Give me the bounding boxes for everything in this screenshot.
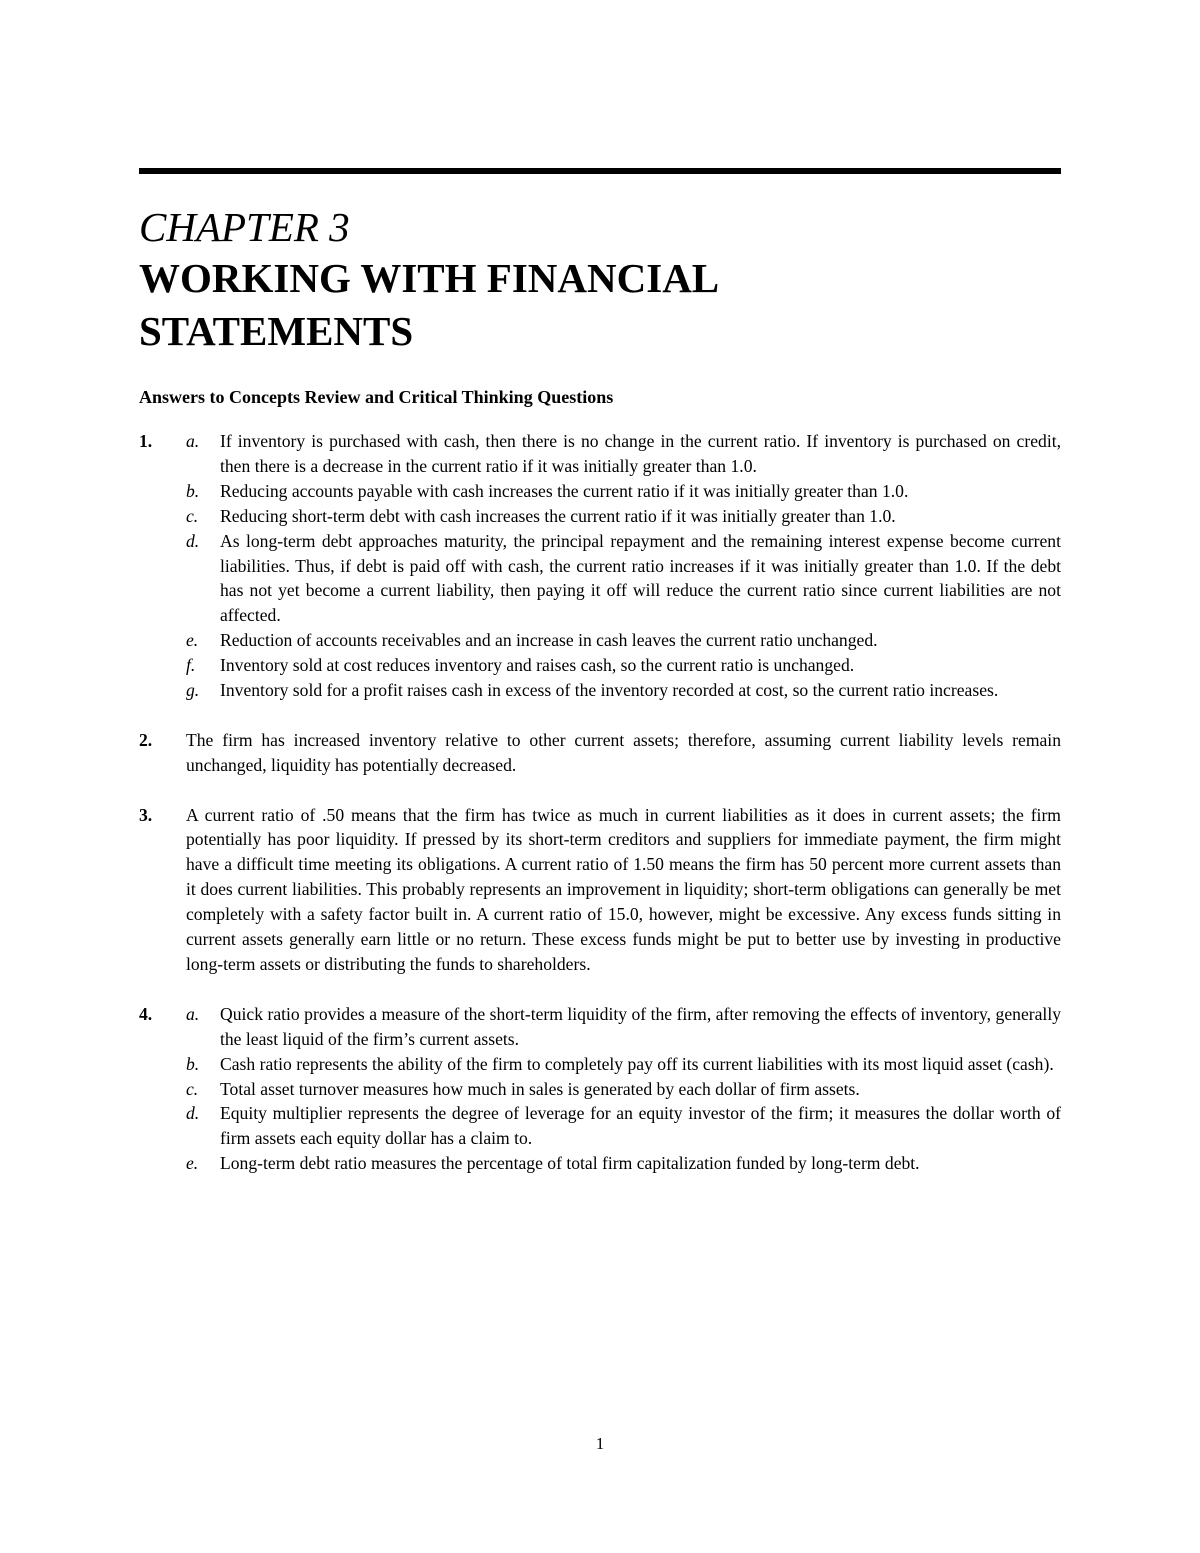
question-1 bbox=[139, 429, 1061, 703]
chapter-title-line-2: STATEMENTS bbox=[139, 308, 414, 354]
question-text: A current ratio of .50 means that the firm has twice as much in current liabilities as it does in current assets; the firm potentially has poor liquidity. If pressed by its short-term creditors and suppliers for immediate payment, the firm might have a difficult time meeting its obligations. A current ratio of 1.50 means the firm has 50 percent more current assets than it does current liabilities. This probably represents an improvement in liquidity; short-term obligations can generally be met completely with a safety factor built in. A current ratio of 15.0, however, might be excessive. Any excess funds sitting in current assets generally earn little or no return. These excess funds might be put to better use by investing in productive long-term assets or distributing the funds to shareholders. bbox=[186, 804, 1061, 974]
sub-item bbox=[186, 1052, 1061, 1077]
chapter-title-line-1: WORKING WITH FINANCIAL bbox=[139, 255, 720, 301]
sub-item-letter: d. bbox=[186, 1103, 200, 1124]
sub-item-text: As long-term debt approaches maturity, the principal repayment and the remaining interest expense become current liabilities. Thus, if debt is paid off with cash, the current ratio increases if it was initially greater than 1.0. If the debt has not yet become a current liability, then paying it off will reduce the current ratio since current liabilities are not affected. bbox=[220, 530, 1061, 626]
sub-item-text: Equity multiplier represents the degree of leverage for an equity investor of the firm; it measures the dollar worth of firm assets each equity dollar has a claim to. bbox=[220, 1103, 1061, 1149]
sub-item bbox=[186, 479, 1061, 504]
question-list bbox=[139, 429, 1061, 1176]
sub-item-text: Reduction of accounts receivables and an increase in cash leaves the current ratio unchanged. bbox=[220, 630, 878, 651]
question-2 bbox=[139, 728, 1061, 778]
sub-item bbox=[186, 504, 1061, 529]
question-text: The firm has increased inventory relative to other current assets; therefore, assuming current liability levels remain unchanged, liquidity has potentially decreased. bbox=[186, 729, 1061, 775]
section-heading: Answers to Concepts Review and Critical Thinking Questions bbox=[139, 387, 614, 407]
sub-item-text: Inventory sold at cost reduces inventory and raises cash, so the current ratio is unchanged. bbox=[220, 655, 855, 676]
sub-item-letter: a. bbox=[186, 431, 200, 451]
sub-item bbox=[186, 628, 1061, 653]
sub-item-letter: b. bbox=[186, 480, 200, 501]
question-number: 4. bbox=[139, 1003, 153, 1024]
sub-item bbox=[186, 1077, 1061, 1102]
sub-item-letter: c. bbox=[186, 505, 199, 526]
question-4 bbox=[139, 1002, 1061, 1176]
sub-item-letter: a. bbox=[186, 1003, 200, 1024]
sub-item bbox=[186, 1002, 1061, 1052]
question-body bbox=[186, 429, 1061, 703]
sub-item-text: Cash ratio represents the ability of the firm to completely pay off its current liabilities with its most liquid asset (cash). bbox=[220, 1053, 1054, 1074]
sub-item bbox=[186, 653, 1061, 678]
sub-item bbox=[186, 1151, 1061, 1176]
chapter-label: CHAPTER 3 bbox=[139, 204, 350, 250]
document-page bbox=[139, 168, 1061, 1201]
sub-item-text: Quick ratio provides a measure of the short-term liquidity of the firm, after removing the effects of inventory, generally the least liquid of the firm’s current assets. bbox=[220, 1003, 1061, 1049]
question-number: 2. bbox=[139, 729, 153, 750]
page-number: 1 bbox=[595, 1434, 605, 1453]
sub-item bbox=[186, 529, 1061, 629]
sub-item bbox=[186, 429, 1061, 479]
sub-item-text: Total asset turnover measures how much in sales is generated by each dollar of firm assets. bbox=[220, 1078, 860, 1099]
chapter-title bbox=[139, 252, 1061, 358]
sub-item bbox=[186, 678, 1061, 703]
sub-item-letter: b. bbox=[186, 1053, 200, 1074]
sub-item-letter: g. bbox=[186, 680, 200, 701]
sub-item bbox=[186, 1101, 1061, 1151]
sub-item-letter: d. bbox=[186, 530, 200, 551]
question-number: 1. bbox=[139, 431, 153, 451]
sub-item-letter: e. bbox=[186, 1153, 199, 1174]
sub-item-letter: c. bbox=[186, 1078, 199, 1099]
sub-item-letter: e. bbox=[186, 630, 199, 651]
question-number: 3. bbox=[139, 804, 153, 825]
sub-item-text: Long-term debt ratio measures the percentage of total firm capitalization funded by long-term debt. bbox=[220, 1153, 920, 1174]
sub-item-text: Inventory sold for a profit raises cash in excess of the inventory recorded at cost, so the current ratio increases. bbox=[220, 680, 999, 701]
sub-item-text: If inventory is purchased with cash, then there is no change in the current ratio. If inventory is purchased on credit, then there is a decrease in the current ratio if it was initially greater than 1.0. bbox=[220, 431, 1061, 476]
question-3 bbox=[139, 803, 1061, 977]
question-body bbox=[186, 1002, 1061, 1176]
sub-item-text: Reducing short-term debt with cash increases the current ratio if it was initially greater than 1.0. bbox=[220, 505, 896, 526]
sub-item-text: Reducing accounts payable with cash increases the current ratio if it was initially greater than 1.0. bbox=[220, 480, 909, 501]
header-rule bbox=[139, 168, 1061, 174]
sub-item-letter: f. bbox=[186, 655, 196, 676]
